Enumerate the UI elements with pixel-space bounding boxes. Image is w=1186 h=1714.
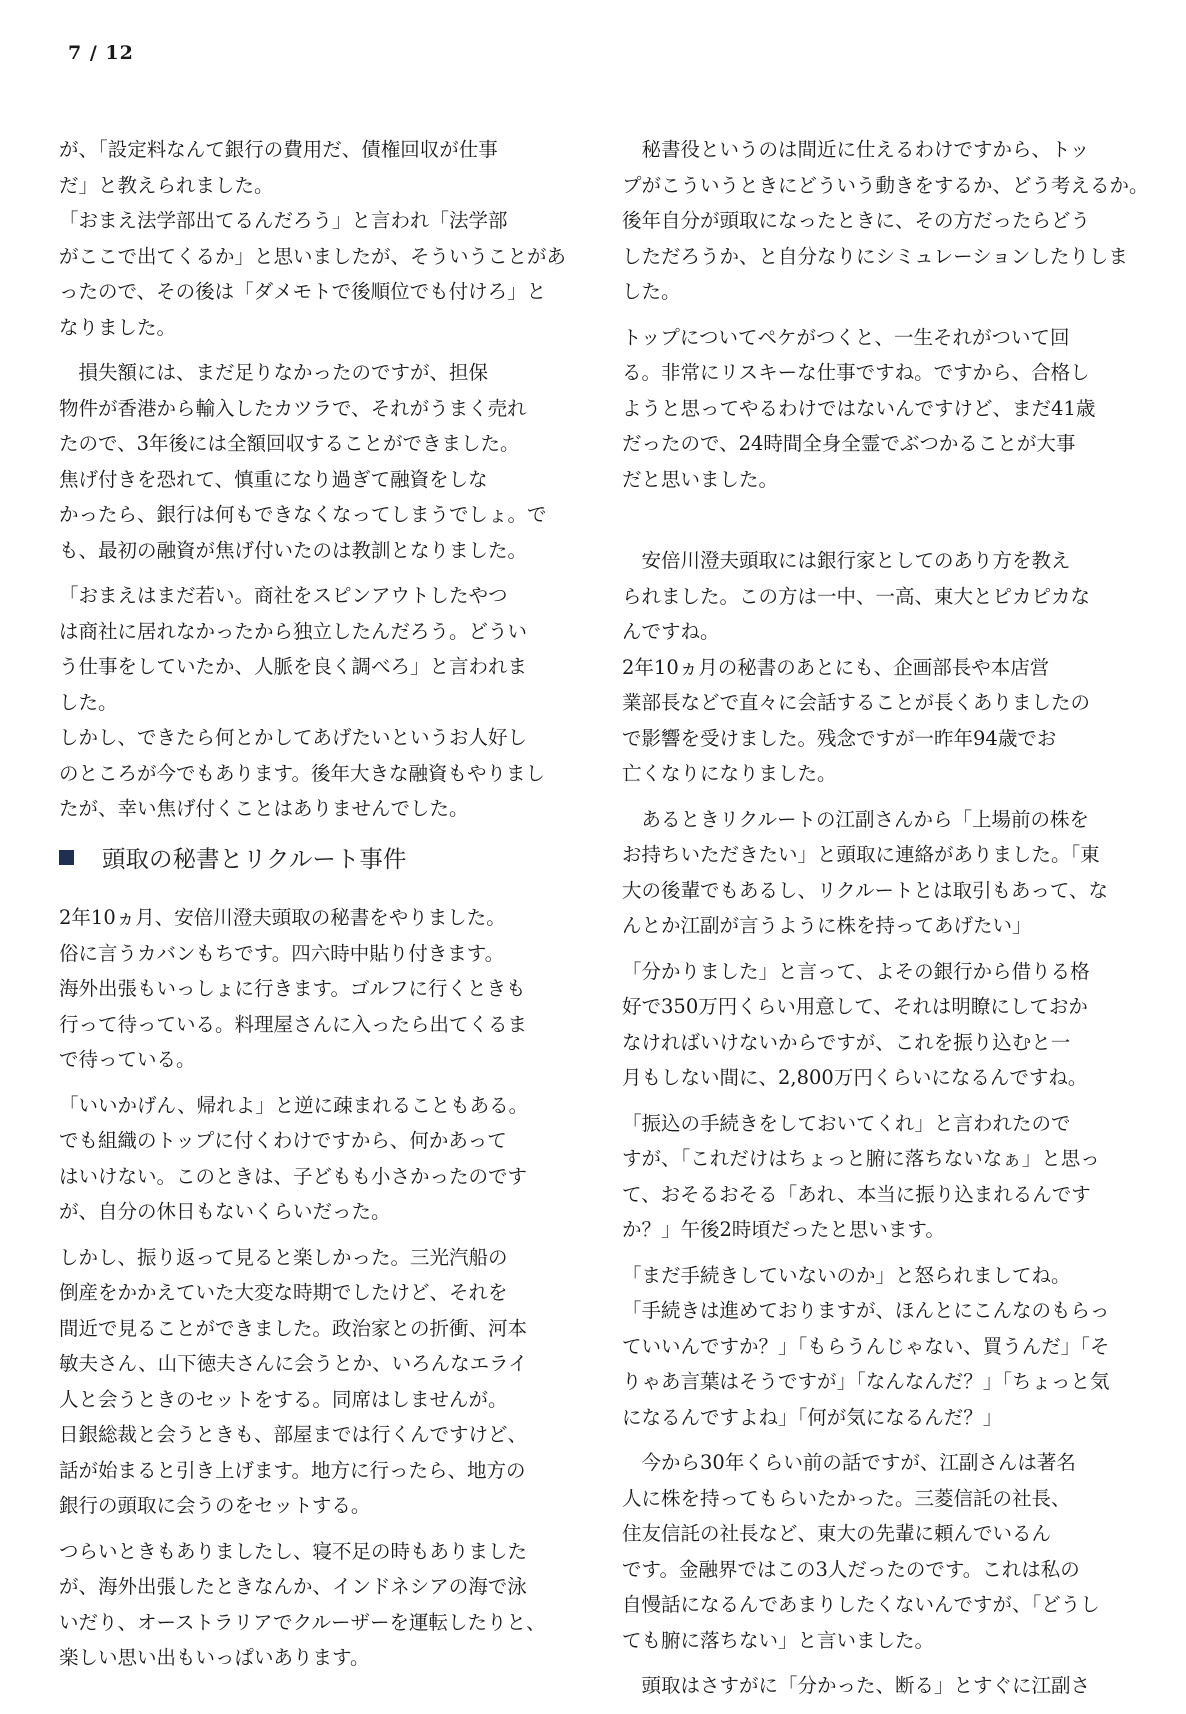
text-line: ったので、その後は「ダメモトで後順位でも付けろ」と: [59, 280, 547, 303]
text-line: 銀行の頭取に会うのをセットする。: [59, 1494, 371, 1517]
text-line: 「いいかげん、帰れよ」と逆に疎まれることもある。: [59, 1093, 529, 1117]
text-line: プがこういうときにどういう動きをするか、どう考えるか。: [622, 173, 1149, 197]
text-line: お持ちいただきたい」と頭取に連絡がありました。「東: [622, 843, 1100, 866]
text-line: 住友信託の社長など、東大の先輩に頼んでいるん: [622, 1522, 1052, 1545]
text-line: 2年10ヵ月、安倍川澄夫頭取の秘書をやりました。: [59, 906, 506, 929]
text-line: 自慢話になるんであまりしたくないんですが、「どうし: [622, 1593, 1100, 1616]
text-line: 物件が香港から輸入したカツラで、それがうまく売れ: [59, 396, 527, 420]
text-line: 「振込の手続きをしておいてくれ」と言われたので: [622, 1111, 1071, 1135]
text-line: う仕事をしていたか、人脈を良く調べろ」と言われま: [59, 655, 528, 678]
section-heading: [59, 842, 406, 876]
text-line: 人に株を持ってもらいたかった。三菱信託の社長、: [622, 1486, 1071, 1510]
text-line: だったので、24時間全身全霊でぶつかることが大事: [622, 432, 1076, 455]
text-line: 頭取はさすがに「分かった、断る」とすぐに江副さ: [622, 1674, 1091, 1697]
text-line: が、自分の休日もないくらいだった。: [59, 1200, 391, 1223]
text-line: んとか江副が言うように株を持ってあげたい」: [622, 914, 1032, 937]
text-line: で待っている。: [59, 1048, 196, 1071]
text-line: 「分かりました」と言って、よその銀行から借りる格: [622, 959, 1090, 983]
text-line: が、海外出張したときなんか、インドネシアの海で泳: [59, 1575, 527, 1598]
text-line: 敏夫さん、山下徳夫さんに会うとか、いろんなエライ: [59, 1352, 528, 1375]
text-line: 亡くなりになりました。: [622, 762, 837, 785]
page-number: 7 / 12: [68, 42, 134, 64]
text-line: 「おまえ法学部出てるんだろう」と言われ「法学部: [59, 209, 508, 232]
left-column-bottom: [59, 900, 569, 1676]
text-line: なければいけないからですが、これを振り込むと一: [622, 1030, 1071, 1054]
text-line: たので、3年後には全額回収することができました。: [59, 432, 520, 455]
text-line: した。: [59, 690, 118, 714]
section-heading-text: 頭取の秘書とリクルート事件: [102, 845, 407, 873]
text-line: 倒産をかかえていた大変な時期でしたけど、それを: [59, 1281, 508, 1304]
text-line: 2年10ヵ月の秘書のあとにも、企画部長や本店営: [622, 655, 1050, 679]
text-line: 月もしない間に、2,800万円くらいになるんですね。: [622, 1066, 1088, 1089]
text-line: しかし、振り返って見ると楽しかった。三光汽船の: [59, 1245, 508, 1269]
text-line: トップについてペケがつくと、一生それがついて回: [622, 325, 1070, 349]
text-line: 安倍川澄夫頭取には銀行家としてのあり方を教え: [622, 549, 1071, 572]
text-line: られました。この方は一中、一高、東大とピカピカな: [622, 584, 1091, 608]
text-line: 行って待っている。料理屋さんに入ったら出てくるま: [59, 1012, 528, 1036]
text-line: 業部長などで直々に会話することが長くありましたの: [622, 691, 1091, 714]
text-line: あるときリクルートの江副さんから「上場前の株を: [622, 807, 1090, 831]
text-line: はいけない。このときは、子どもも小さかったのです: [59, 1164, 528, 1188]
right-column: [622, 132, 1149, 1704]
text-line: なりました。: [59, 315, 177, 339]
text-line: 好で350万円くらい用意して、それは明瞭にしておか: [622, 995, 1088, 1018]
text-line: で影響を受けました。残念ですが一昨年94歳でお: [622, 726, 1057, 750]
text-line: です。金融界ではこの3人だったのです。これは私の: [622, 1557, 1080, 1581]
text-line: だと思いました。: [622, 467, 779, 491]
text-line: は商社に居れなかったから独立したんだろう。どうい: [59, 619, 528, 643]
text-line: だ」と教えられました。: [59, 173, 274, 197]
text-line: ようと思ってやるわけではないんですけど、まだ41歳: [622, 396, 1096, 420]
text-line: 焦げ付きを恐れて、慎重になり過ぎて融資をしな: [59, 467, 488, 491]
text-line: 秘書役というのは間近に仕えるわけですから、トッ: [622, 138, 1090, 161]
text-line: 「おまえはまだ若い。商社をスピンアウトしたやつ: [59, 584, 508, 607]
text-line: んですね。: [622, 620, 720, 643]
text-line: した。: [622, 280, 681, 303]
text-line: しかし、できたら何とかしてあげたいというお人好し: [59, 726, 528, 749]
text-line: 今から30年くらい前の話ですが、江副さんは著名: [622, 1451, 1076, 1474]
text-line: て、おそるおそる「あれ、本当に振り込まれるんです: [622, 1182, 1091, 1206]
text-line: 「まだ手続きしていないのか」と怒られましてね。: [622, 1263, 1071, 1287]
text-line: 「手続きは進めておりますが、ほんとにこんなのもらっ: [622, 1299, 1110, 1322]
text-line: 海外出張もいっしょに行きます。ゴルフに行くときも: [59, 977, 526, 1000]
text-line: になるんですよね」「何が気になるんだ？」: [622, 1405, 1003, 1429]
text-line: ても腑に落ちない」と言いました。: [622, 1628, 935, 1652]
text-line: かったら、銀行は何もできなくなってしまうでしょ。で: [59, 503, 547, 526]
text-line: 損失額には、まだ足りなかったのですが、担保: [59, 361, 489, 384]
text-line: りゃあ言葉はそうですが」「なんなんだ？」「ちょっと気: [622, 1370, 1110, 1393]
text-line: つらいときもありましたし、寝不足の時もありました: [59, 1539, 528, 1563]
text-line: が、「設定料なんて銀行の費用だ、債権回収が仕事: [59, 138, 498, 161]
text-line: 大の後輩でもあるし、リクルートとは取引もあって、な: [622, 878, 1108, 902]
text-line: 俗に言うカバンもちです。四六時中貼り付きます。: [59, 941, 505, 965]
text-line: がここで出てくるか」と思いましたが、そういうことがあ: [59, 244, 567, 268]
text-line: も、最初の融資が焦げ付いたのは教訓となりました。: [59, 538, 528, 562]
left-column-top: [59, 132, 569, 827]
square-bullet-icon: [59, 850, 74, 865]
text-line: しただろうか、と自分なりにシミュレーションしたりしま: [622, 244, 1128, 268]
text-line: る。非常にリスキーな仕事ですね。ですから、合格し: [622, 361, 1090, 384]
text-line: いだり、オーストラリアでクルーザーを運転したりと、: [59, 1610, 546, 1634]
text-line: のところが今でもあります。後年大きな融資もやりまし: [59, 761, 545, 785]
text-line: 話が始まると引き上げます。地方に行ったら、地方の: [59, 1458, 526, 1482]
text-line: 人と会うときのセットをする。同席はしませんが。: [59, 1387, 508, 1411]
text-line: すが、「これだけはちょっと腑に落ちないなぁ」と思っ: [622, 1147, 1100, 1170]
text-line: でも組織のトップに付くわけですから、何かあって: [59, 1129, 507, 1152]
text-line: 後年自分が頭取になったときに、その方だったらどう: [622, 209, 1091, 232]
text-line: 間近で見ることができました。政治家との折衝、河本: [59, 1316, 528, 1340]
text-line: 楽しい思い出もいっぱいあります。: [59, 1646, 370, 1669]
text-line: か？」午後2時頃だったと思います。: [622, 1218, 945, 1241]
text-line: 日銀総裁と会うときも、部屋までは行くんですけど、: [59, 1423, 528, 1446]
text-line: ていいんですか？」「もらうんじゃない、買うんだ」「そ: [622, 1334, 1110, 1358]
text-line: たが、幸い焦げ付くことはありませんでした。: [59, 797, 469, 820]
